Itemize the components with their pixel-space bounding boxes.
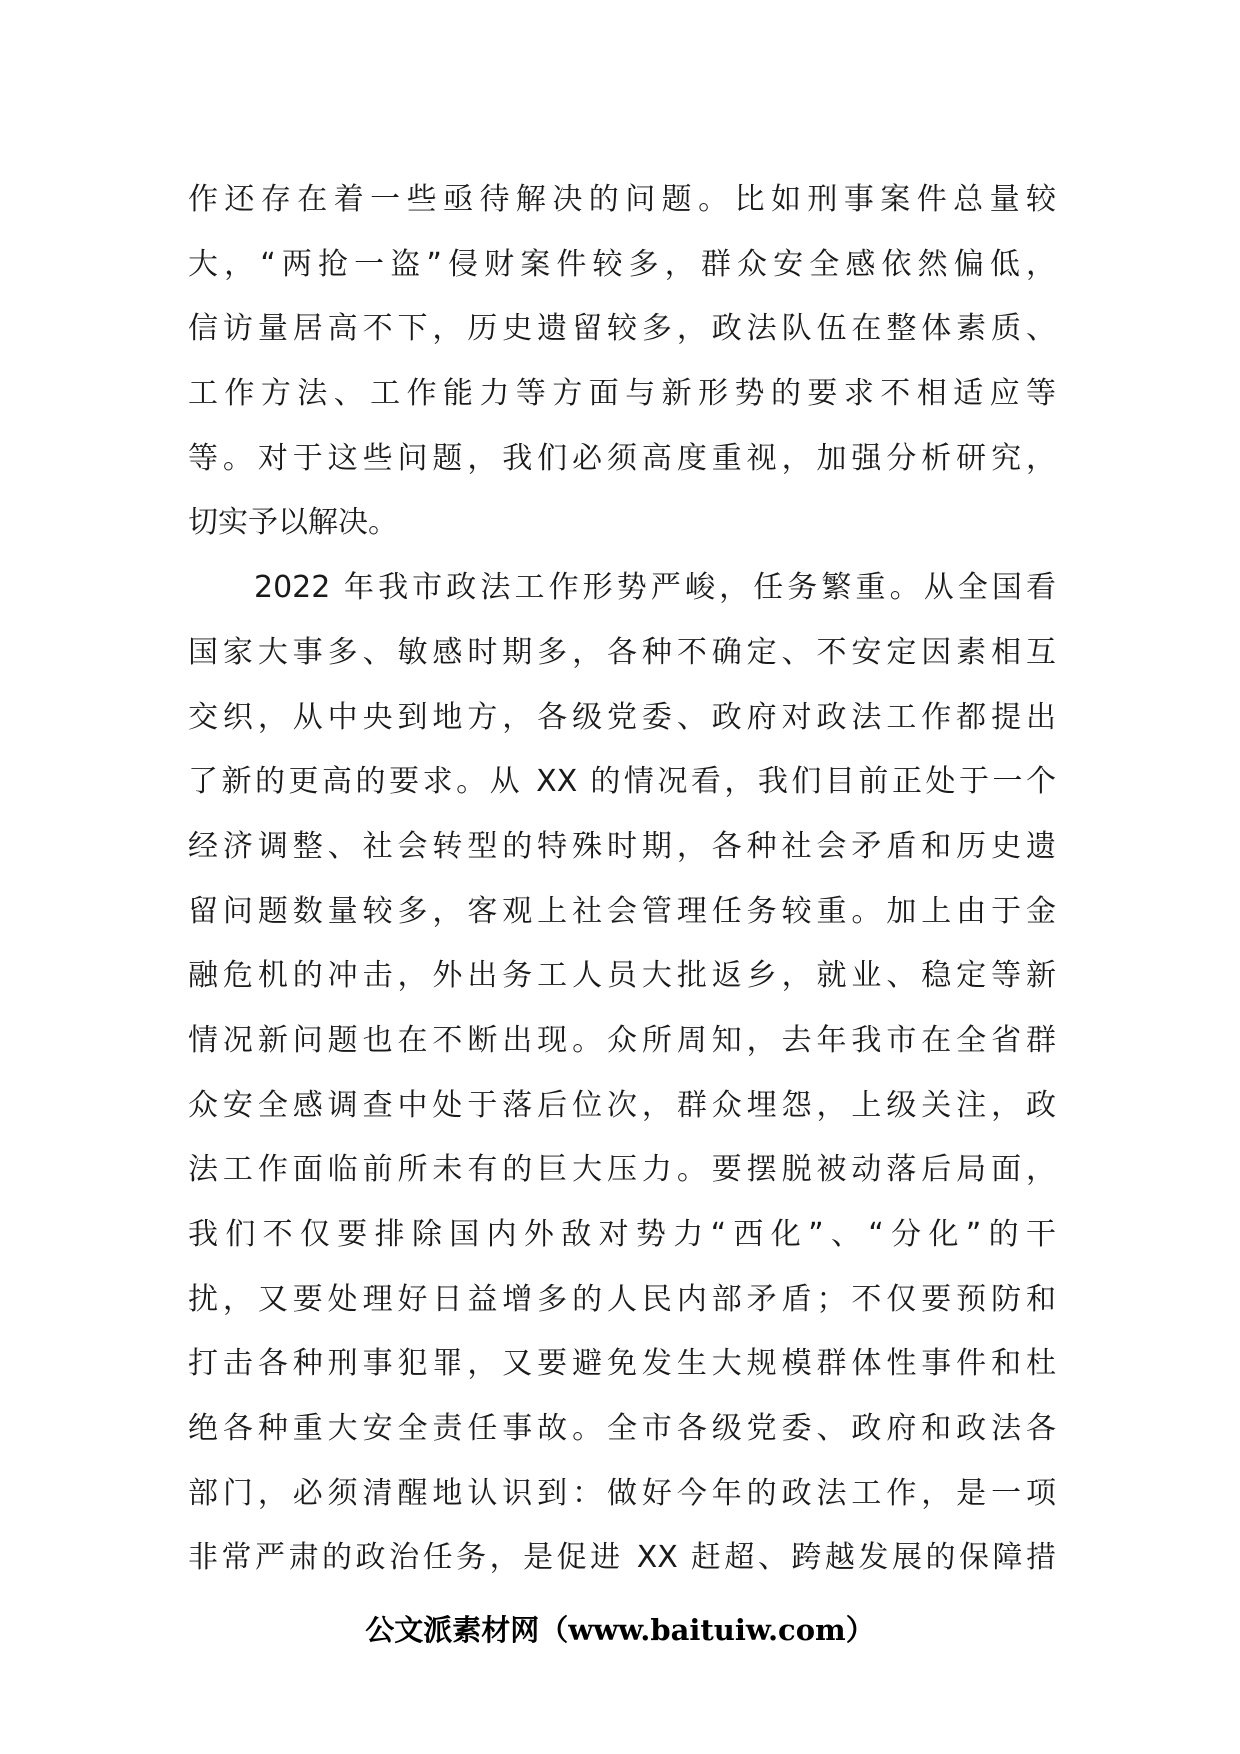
- text-line: 等。对于这些问题，我们必须高度重视，加强分析研究，: [188, 440, 1056, 476]
- text-line: 众安全感调查中处于落后位次，群众埋怨，上级关注，政: [188, 1087, 1056, 1123]
- text-line: 融危机的冲击，外出务工人员大批返乡，就业、稳定等新: [188, 958, 1056, 994]
- text-line: 留问题数量较多，客观上社会管理任务较重。加上由于金: [188, 893, 1056, 929]
- text-line: 作还存在着一些亟待解决的问题。比如刑事案件总量较: [188, 182, 1056, 217]
- text-line: 情况新问题也在不断出现。众所周知，去年我市在全省群: [188, 1022, 1056, 1058]
- text-line: 部门，必须清醒地认识到：做好今年的政法工作，是一项: [188, 1475, 1056, 1511]
- text-line: 大，“两抢一盗”侵财案件较多，群众安全感依然偏低，: [188, 246, 1056, 282]
- text-line: 扰，又要处理好日益增多的人民内部矛盾；不仅要预防和: [188, 1281, 1056, 1317]
- page-footer: 公文派素材网（www.baituiw.com）: [365, 1613, 875, 1647]
- text-line: 绝各种重大安全责任事故。全市各级党委、政府和政法各: [188, 1411, 1056, 1447]
- text-line: 经济调整、社会转型的特殊时期，各种社会矛盾和历史遗: [188, 828, 1056, 864]
- text-line: 打击各种刑事犯罪，又要避免发生大规模群体性事件和杜: [188, 1346, 1056, 1382]
- text-line: 2022 年我市政法工作形势严峻，任务繁重。从全国看: [254, 570, 1056, 606]
- text-line: 非常严肃的政治任务，是促进 XX 赶超、跨越发展的保障措: [188, 1540, 1056, 1576]
- document-body: [188, 168, 1056, 1591]
- text-line: 法工作面临前所未有的巨大压力。要摆脱被动落后局面，: [188, 1152, 1056, 1188]
- text-line: 我们不仅要排除国内外敌对势力“西化”、“分化”的干: [188, 1217, 1056, 1252]
- paragraph-1: [188, 168, 1056, 556]
- paragraph-2: [188, 556, 1056, 1591]
- text-line: 了新的更高的要求。从 XX 的情况看，我们目前正处于一个: [188, 764, 1056, 800]
- text-line: 国家大事多、敏感时期多，各种不确定、不安定因素相互: [188, 634, 1056, 670]
- text-line: 信访量居高不下，历史遗留较多，政法队伍在整体素质、: [188, 311, 1056, 347]
- text-line: 工作方法、工作能力等方面与新形势的要求不相适应等: [188, 376, 1056, 412]
- text-line: 交织，从中央到地方，各级党委、政府对政法工作都提出: [188, 699, 1056, 735]
- text-line: 切实予以解决。: [188, 505, 398, 541]
